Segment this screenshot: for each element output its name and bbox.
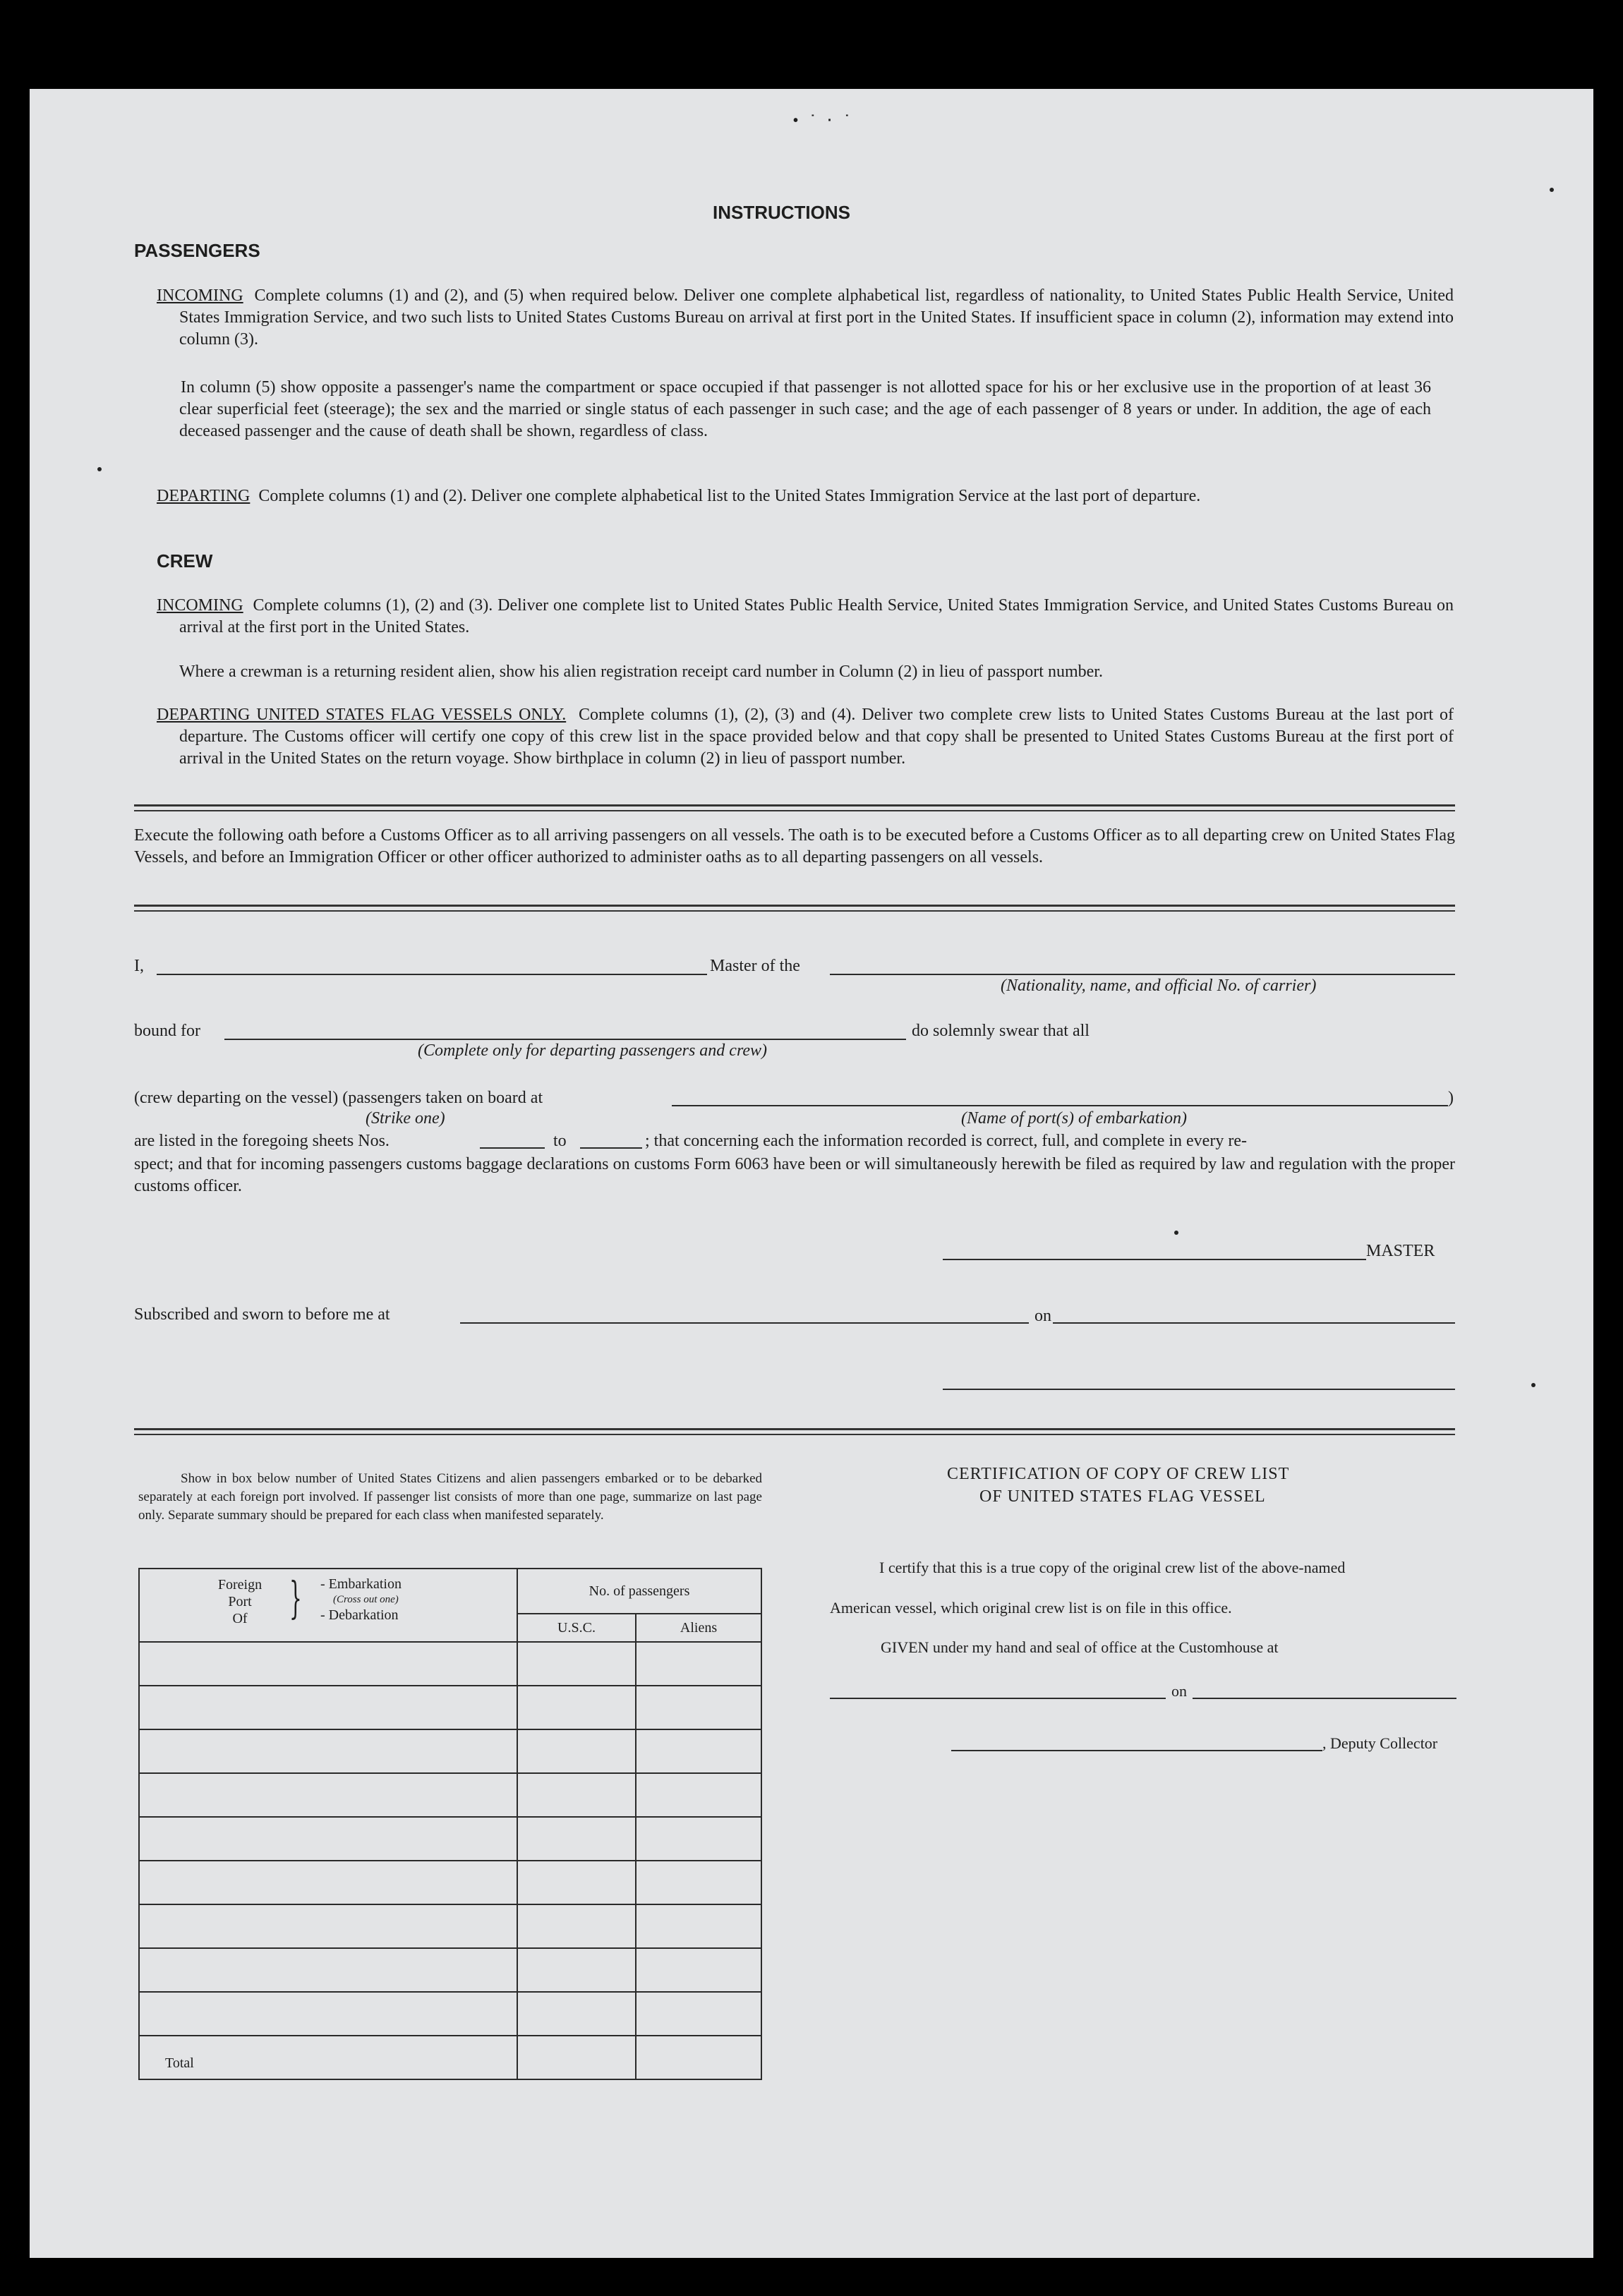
crew-departing-strike: (crew departing on the vessel) (passengers taken on board at xyxy=(134,1089,543,1107)
bound-for-label: bound for xyxy=(134,1022,200,1040)
passengers-incoming-text: Complete columns (1) and (2), and (5) when required below. Deliver one complete alphabetical list, regardless of nationality, to United States Public Health Service, United States Immigration Service, and two such lists to United States Customs Bureau on arrival at first port in the United States. If insufficient space in column (2), information may extend into column (3). xyxy=(179,286,1454,349)
passenger-summary-table xyxy=(138,1568,762,2080)
header-embarkation: - Embarkation xyxy=(320,1576,402,1592)
header-no-passengers: No. of passengers xyxy=(517,1569,761,1614)
sheet-from-field[interactable] xyxy=(480,1147,545,1149)
strike-note: (Strike one) xyxy=(366,1109,445,1128)
passengers-departing-text: Complete columns (1) and (2). Deliver one complete alphabetical list to the United States Immigration Service at the last port of departure. xyxy=(258,487,1201,505)
speck xyxy=(97,467,102,471)
aliens-cell[interactable] xyxy=(636,1773,761,1817)
summary-note: Show in box below number of United States Citizens and alien passengers embarked or to be debarked separately at each foreign port involved. If passenger list consists of more than one page, summarize on last page only. Separate summary should be prepared for each class when manifested separately. xyxy=(138,1471,762,1523)
embarkation-port-field[interactable] xyxy=(672,1105,1448,1106)
divider xyxy=(134,905,1455,912)
master-signature-label: MASTER xyxy=(1366,1242,1435,1260)
officer-signature-field[interactable] xyxy=(943,1389,1455,1390)
bound-for-note: (Complete only for departing passengers and crew) xyxy=(418,1041,768,1060)
header-debarkation: - Debarkation xyxy=(320,1607,399,1623)
usc-cell[interactable] xyxy=(517,1992,636,2036)
master-name-field[interactable] xyxy=(157,974,707,975)
port-note: (Name of port(s) of embarkation) xyxy=(961,1109,1187,1128)
speck xyxy=(1174,1231,1178,1235)
swear-text: do solemnly swear that all xyxy=(912,1022,1090,1040)
passengers-incoming-label: INCOMING xyxy=(157,286,243,305)
header-port: Port xyxy=(228,1594,252,1609)
usc-cell[interactable] xyxy=(517,1817,636,1861)
total-row xyxy=(139,2036,761,2079)
speck xyxy=(1550,188,1554,192)
crew-departing xyxy=(157,704,1454,770)
header-cross-out: (Cross out one) xyxy=(333,1594,399,1605)
subscribed-label: Subscribed and sworn to before me at xyxy=(134,1305,390,1324)
header-foreign: Foreign xyxy=(217,1577,263,1593)
passengers-departing-label: DEPARTING xyxy=(157,487,251,505)
certification-line-3: GIVEN under my hand and seal of office at the Customhouse at xyxy=(881,1638,1279,1656)
sworn-on-label: on xyxy=(1034,1307,1051,1325)
table-row xyxy=(139,1948,761,1992)
listed-to: to xyxy=(553,1132,567,1150)
port-cell[interactable] xyxy=(139,1729,517,1773)
aliens-cell[interactable] xyxy=(636,1861,761,1904)
listed-text-a: are listed in the foregoing sheets Nos. xyxy=(134,1132,390,1150)
passengers-column5: In column (5) show opposite a passenger's name the compartment or space occupied if that passenger is not allotted space for his or her exclusive use in the proportion of at least 36 clear superficial feet (steerage); the sex and the married or single status of each passenger in such case; and the age of each passenger of 8 years or under. In addition, the age of each deceased passenger and the cause of death shall be shown, regardless of class. xyxy=(179,378,1431,440)
total-label: Total xyxy=(139,2036,517,2079)
aliens-cell[interactable] xyxy=(636,1948,761,1992)
crew-departing-label: DEPARTING UNITED STATES FLAG VESSELS ONLY. xyxy=(157,706,567,724)
usc-cell[interactable] xyxy=(517,1773,636,1817)
customhouse-field[interactable] xyxy=(830,1698,1166,1699)
table-header-port xyxy=(139,1569,517,1642)
usc-total-cell[interactable] xyxy=(517,2036,636,2079)
table-row xyxy=(139,1642,761,1686)
certification-title-2: OF UNITED STATES FLAG VESSEL xyxy=(979,1487,1266,1506)
port-cell[interactable] xyxy=(139,1817,517,1861)
aliens-cell[interactable] xyxy=(636,1642,761,1686)
page-title: INSTRUCTIONS xyxy=(713,202,850,223)
port-cell[interactable] xyxy=(139,1904,517,1948)
certification-line-2: American vessel, which original crew list is on file in this office. xyxy=(830,1599,1232,1617)
passengers-departing xyxy=(157,485,1454,507)
certification-line-1: I certify that this is a true copy of the original crew list of the above-named xyxy=(879,1559,1346,1576)
aliens-total-cell[interactable] xyxy=(636,2036,761,2079)
port-cell[interactable] xyxy=(139,1642,517,1686)
bound-for-field[interactable] xyxy=(224,1039,906,1040)
header-of: Of xyxy=(232,1611,248,1626)
aliens-cell[interactable] xyxy=(636,1729,761,1773)
certification-on: on xyxy=(1171,1682,1187,1700)
sworn-place-field[interactable] xyxy=(460,1322,1029,1324)
usc-cell[interactable] xyxy=(517,1686,636,1729)
oath-intro: Execute the following oath before a Customs Officer as to all arriving passengers on all vessels. The oath is to be executed before a Customs Officer as to all departing crew on United States Flag Vessels, and before an Immigration Officer or other officer authorized to administer oaths as to all departing passengers on all vessels. xyxy=(134,826,1455,866)
speck xyxy=(1531,1383,1535,1387)
deputy-collector-label: , Deputy Collector xyxy=(1322,1734,1438,1752)
aliens-cell[interactable] xyxy=(636,1817,761,1861)
master-signature-field[interactable] xyxy=(943,1259,1366,1260)
table-row xyxy=(139,1773,761,1817)
table-row xyxy=(139,1686,761,1729)
passengers-incoming xyxy=(157,285,1454,351)
carrier-note: (Nationality, name, and official No. of carrier) xyxy=(1001,977,1317,995)
sheet-to-field[interactable] xyxy=(580,1147,642,1149)
table-row xyxy=(139,1861,761,1904)
listed-text-c: spect; and that for incoming passengers customs baggage declarations on customs Form 6063 have been or will simultaneously herewith be filed as required by law and regulation with the proper customs officer. xyxy=(134,1155,1455,1195)
usc-cell[interactable] xyxy=(517,1948,636,1992)
header-usc: U.S.C. xyxy=(517,1614,636,1642)
crew-incoming-label: INCOMING xyxy=(157,596,243,615)
port-cell[interactable] xyxy=(139,1861,517,1904)
port-cell[interactable] xyxy=(139,1686,517,1729)
port-cell[interactable] xyxy=(139,1992,517,2036)
listed-text-b: ; that concerning each the information recorded is correct, full, and complete in every re- xyxy=(645,1132,1247,1150)
crew-resident: Where a crewman is a returning resident alien, show his alien registration receipt card number in Column (2) in lieu of passport number. xyxy=(179,663,1103,681)
usc-cell[interactable] xyxy=(517,1729,636,1773)
usc-cell[interactable] xyxy=(517,1861,636,1904)
close-paren: ) xyxy=(1448,1089,1454,1107)
brace-icon: } xyxy=(289,1572,302,1624)
table-row xyxy=(139,1904,761,1948)
usc-cell[interactable] xyxy=(517,1642,636,1686)
table-row xyxy=(139,1817,761,1861)
crew-incoming xyxy=(157,595,1454,639)
deputy-signature-field[interactable] xyxy=(951,1750,1322,1751)
aliens-cell[interactable] xyxy=(636,1992,761,2036)
crew-departing-text: Complete columns (1), (2), (3) and (4). Deliver two complete crew lists to United States Customs Bureau at the last port of departure. The Customs officer will certify one copy of this crew list in the space provided below and that copy shall be presented to United States Customs Bureau at the first port of arrival in the United States on the return voyage. Show birthplace in column (2) in lieu of passport number. xyxy=(179,706,1454,768)
crew-heading: CREW xyxy=(157,550,213,572)
crew-incoming-text: Complete columns (1), (2) and (3). Deliver one complete list to United States Public Health Service, United States Immigration Service, and United States Customs Bureau on arrival at the first port in the United States. xyxy=(179,596,1454,636)
master-of-label: Master of the xyxy=(710,957,800,975)
divider xyxy=(134,1428,1455,1435)
sworn-date-field[interactable] xyxy=(1053,1322,1455,1324)
port-cell[interactable] xyxy=(139,1773,517,1817)
passengers-heading: PASSENGERS xyxy=(134,240,260,261)
divider xyxy=(134,804,1455,811)
top-marks: • ˙ · ˙ xyxy=(793,113,854,128)
aliens-cell[interactable] xyxy=(636,1904,761,1948)
usc-cell[interactable] xyxy=(517,1904,636,1948)
certification-date-field[interactable] xyxy=(1193,1698,1456,1699)
aliens-cell[interactable] xyxy=(636,1686,761,1729)
table-row xyxy=(139,1992,761,2036)
port-cell[interactable] xyxy=(139,1948,517,1992)
carrier-field[interactable] xyxy=(830,974,1455,975)
oath-i-label: I, xyxy=(134,957,144,975)
table-row xyxy=(139,1729,761,1773)
certification-title-1: CERTIFICATION OF COPY OF CREW LIST xyxy=(947,1465,1290,1483)
header-aliens: Aliens xyxy=(636,1614,761,1642)
